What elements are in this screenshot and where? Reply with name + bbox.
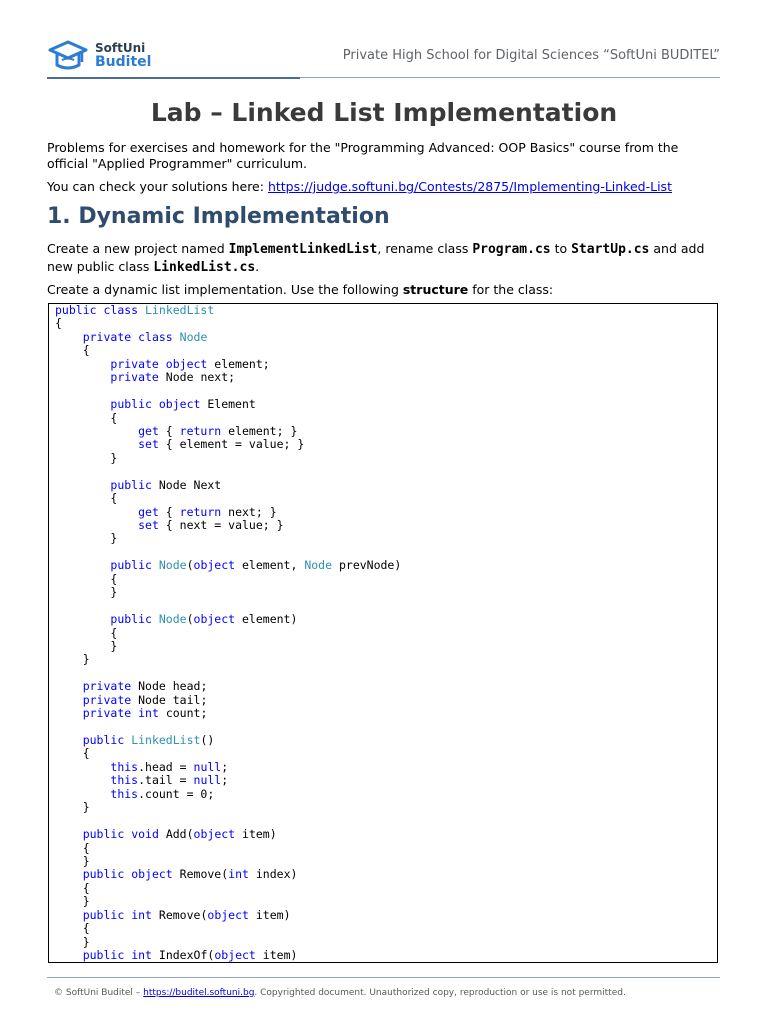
judge-prefix: You can check your solutions here: <box>47 179 268 194</box>
inline-code-project: ImplementLinkedList <box>228 242 378 257</box>
text-segment: Create a new project named <box>47 241 229 256</box>
inline-code-program: Program.cs <box>472 242 551 257</box>
code-line: { <box>55 625 118 640</box>
code-line: { <box>55 840 90 855</box>
code-line: this.tail = null; <box>110 773 229 788</box>
code-line: public Node(object element) <box>110 612 298 627</box>
code-line: { <box>55 921 90 936</box>
code-line: get { return next; } <box>138 504 277 519</box>
code-line: private Node next; <box>110 370 236 385</box>
softuni-buditel-logo[interactable] <box>47 38 157 74</box>
code-line: } <box>55 800 90 815</box>
code-line: } <box>55 638 118 653</box>
code-line: private Node head; <box>82 679 208 694</box>
code-listing <box>55 304 717 962</box>
code-line: this.count = 0; <box>110 786 215 801</box>
text-segment: . <box>255 259 260 274</box>
code-line: { <box>55 410 118 425</box>
code-line: { <box>55 343 90 358</box>
code-line <box>55 546 717 559</box>
bold-structure: structure <box>402 282 469 297</box>
code-line: } <box>55 652 90 667</box>
code-line: } <box>55 531 118 546</box>
logo-line-1: SoftUni <box>95 41 146 55</box>
inline-code-startup: StartUp.cs <box>571 242 650 257</box>
page-footer <box>54 988 626 998</box>
structure-paragraph <box>47 282 720 298</box>
code-line: { <box>55 316 62 331</box>
code-line <box>55 385 717 398</box>
code-line: set { next = value; } <box>138 518 284 532</box>
text-segment: and add new public class <box>47 241 705 274</box>
code-line: set { element = value; } <box>138 437 305 452</box>
text-segment: to <box>550 241 572 256</box>
code-line: public Node Next <box>110 477 222 492</box>
code-line <box>55 667 717 680</box>
code-line <box>55 465 717 478</box>
graduation-cap-icon <box>47 38 89 74</box>
code-line: { <box>55 491 118 506</box>
code-line: } <box>55 853 90 868</box>
section-heading: 1. Dynamic Implementation <box>47 204 390 229</box>
code-line: } <box>55 585 118 600</box>
logo-line-2: Buditel <box>95 54 152 70</box>
code-line: get { return element; } <box>138 423 298 438</box>
code-line <box>55 815 717 828</box>
code-line <box>55 721 717 734</box>
code-line <box>55 600 717 613</box>
page-header <box>0 0 768 80</box>
code-block <box>48 303 718 963</box>
code-line: private object element; <box>110 356 270 371</box>
code-line: public Node(object element, Node prevNode) <box>110 558 402 573</box>
judge-link[interactable]: https://judge.softuni.bg/Contests/2875/Implementing-Linked-List <box>267 179 672 194</box>
create-project-paragraph <box>47 240 720 276</box>
code-line: public class LinkedList <box>55 303 215 317</box>
text-segment: Create a dynamic list implementation. Use the following <box>47 282 403 297</box>
text-segment: for the class: <box>468 282 554 297</box>
code-line: } <box>55 934 90 949</box>
footer-link[interactable]: https://buditel.softuni.bg <box>143 988 255 998</box>
intro-paragraph: Problems for exercises and homework for the "Programming Advanced: OOP Basics" course from the official "Applied Programmer" curriculum. <box>47 140 679 171</box>
code-line: } <box>55 894 90 909</box>
footer-suffix: . Copyrighted document. Unauthorized copy, reproduction or use is not permitted. <box>254 988 626 998</box>
code-line: private int count; <box>82 706 208 721</box>
text-segment: , rename class <box>377 241 473 256</box>
code-line: public LinkedList() <box>82 733 215 747</box>
code-line: private class Node <box>82 329 208 344</box>
logo-text <box>95 41 151 69</box>
code-line: { <box>55 571 118 586</box>
code-line: { <box>55 880 90 895</box>
code-line: { <box>55 746 90 761</box>
footer-prefix: © SoftUni Buditel – <box>54 988 144 998</box>
code-line: public object Remove(int index) <box>82 867 298 882</box>
page-title: Lab – Linked List Implementation <box>150 98 618 127</box>
school-name: Private High School for Digital Sciences “SoftUni BUDITEL” <box>342 48 720 63</box>
code-line: public object Element <box>110 397 256 412</box>
inline-code-linkedlist: LinkedList.cs <box>153 260 256 275</box>
code-line: } <box>55 450 118 465</box>
code-line: public int IndexOf(object item) <box>82 948 298 962</box>
footer-divider <box>47 977 720 978</box>
judge-paragraph <box>47 179 720 195</box>
code-line: public int Remove(object item) <box>82 907 291 922</box>
code-line: this.head = null; <box>110 759 229 774</box>
code-line: private Node tail; <box>82 692 208 707</box>
code-line: public void Add(object item) <box>82 827 277 842</box>
header-divider-accent <box>47 77 300 79</box>
